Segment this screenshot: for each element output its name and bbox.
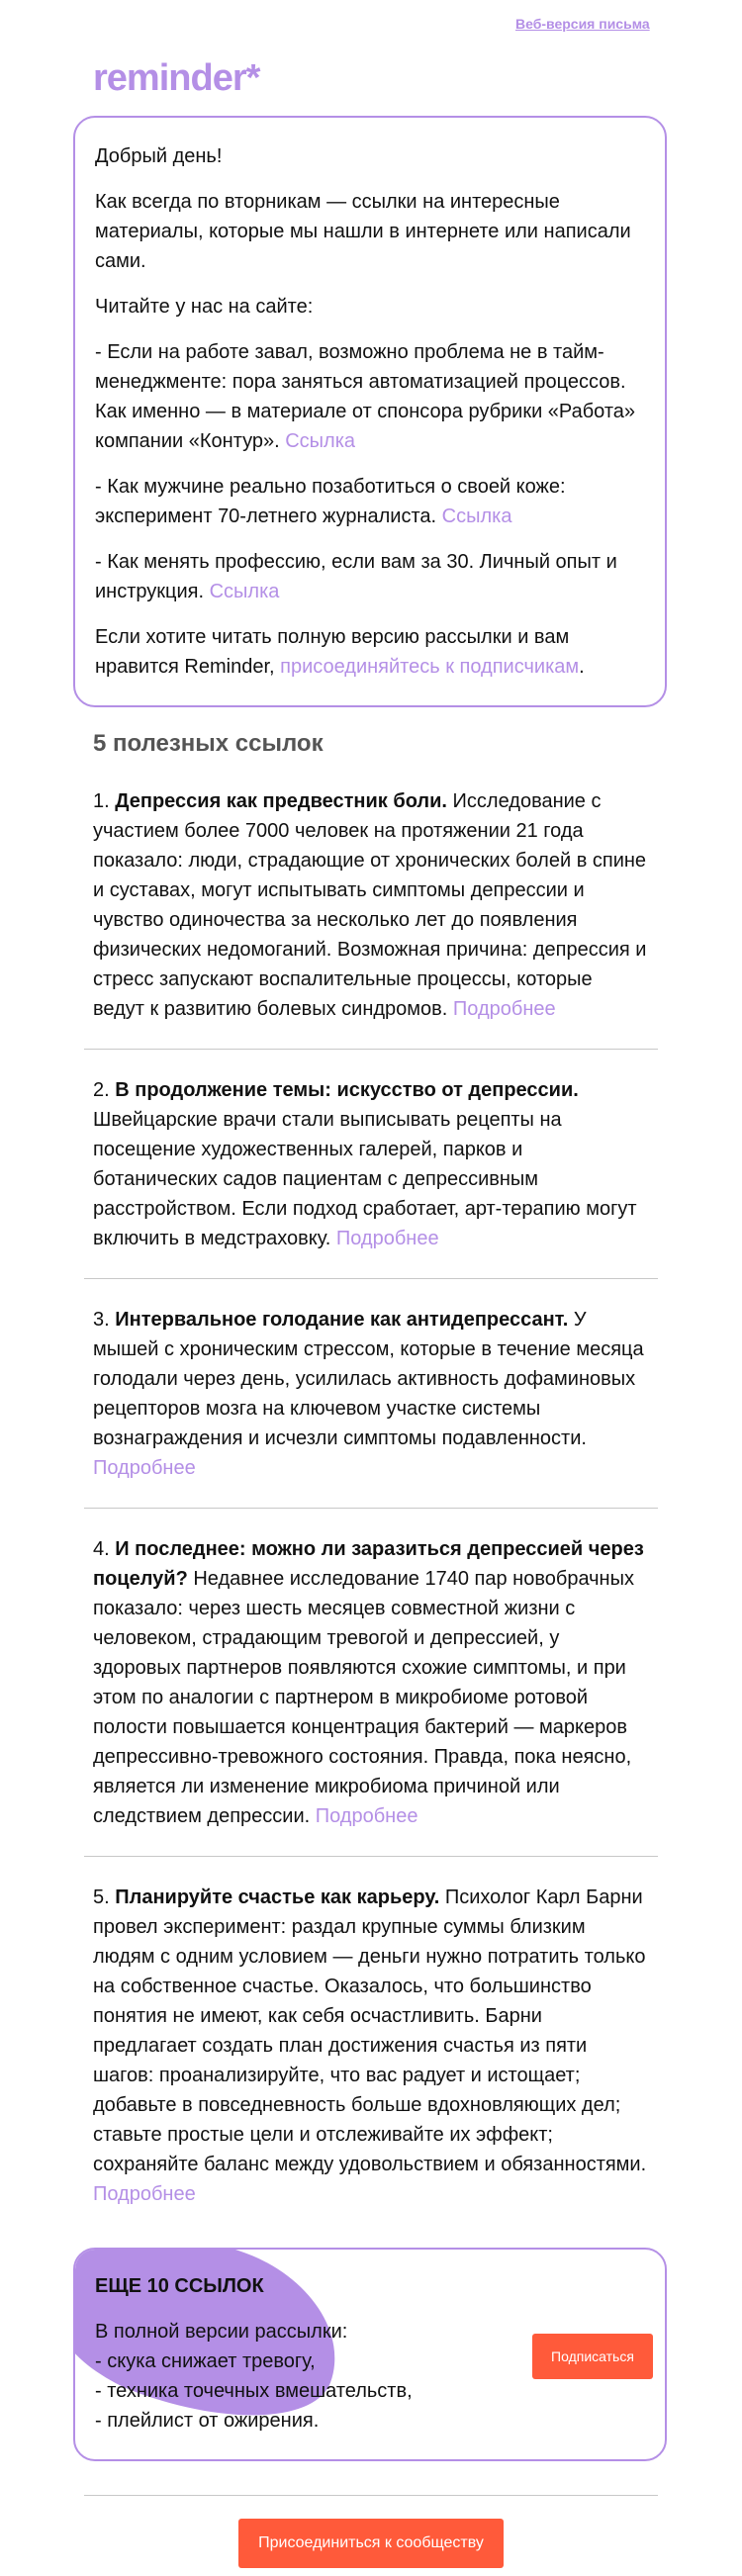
article-number: 2. <box>93 1079 110 1101</box>
promo-line: - техника точечных вмешательств, <box>95 2380 413 2402</box>
divider <box>84 1278 658 1279</box>
intro-lead: Как всегда по вторникам — ссылки на интересные материалы, которые мы нашли в интернете или написали сами. <box>95 191 631 272</box>
article-headline: Планируйте счастье как карьеру. <box>115 1886 440 1908</box>
article-body: Недавнее исследование 1740 пар новобрачных показало: через шесть месяцев совместной жизни с человеком, страдающим тревогой и депрессией, у здоровых партнеров появляются схожие симптомы, и при этом по аналогии с партнером в микробиоме ротовой полости повышается концентрация бактерий — маркеров депрессивно-тревожного состояния. Правда, пока неясно, является ли изменение микробиома причиной или следствием депрессии. <box>93 1568 634 1827</box>
promo-title: ЕЩЕ 10 ССЫЛОК <box>95 2275 264 2297</box>
article-4 <box>93 1534 649 1831</box>
intro-item-link[interactable]: Ссылка <box>209 581 280 602</box>
more-link[interactable]: Подробнее <box>93 2183 196 2205</box>
more-link[interactable]: Подробнее <box>452 998 556 1020</box>
intro-item <box>95 337 645 456</box>
article-3 <box>93 1305 649 1483</box>
article-body: Исследование с участием более 7000 человек на протяжении 21 года показало: люди, страдающие от хронических болей в спине и суставах, могут испытывать симптомы депрессии и чувство одиночества за несколько лет до появления физических недомоганий. Возможная причина: депрессия и стресс запускают воспалительные процессы, которые ведут к развитию болевых синдромов. <box>93 790 647 1020</box>
intro-item-text: - Как мужчине реально позаботиться о своей коже: эксперимент 70-летнего журналиста. <box>95 476 566 527</box>
section-title: 5 полезных ссылок <box>93 730 324 757</box>
article-headline: Депрессия как предвестник боли. <box>115 790 447 812</box>
more-link[interactable]: Подробнее <box>315 1805 418 1827</box>
intro-item-text: - Как менять профессию, если вам за 30. Личный опыт и инструкция. <box>95 551 617 602</box>
article-5 <box>93 1883 649 2209</box>
article-number: 3. <box>93 1309 110 1331</box>
more-link[interactable]: Подробнее <box>93 1457 196 1479</box>
article-headline: В продолжение темы: искусство от депрессии. <box>115 1079 579 1101</box>
article-headline: Интервальное голодание как антидепрессант. <box>115 1309 569 1331</box>
intro-item-link[interactable]: Ссылка <box>441 506 512 527</box>
promo-box <box>73 2248 667 2461</box>
more-link[interactable]: Подробнее <box>335 1228 439 1249</box>
promo-list <box>95 2317 413 2436</box>
article-headline: И последнее: можно ли заразиться депрессией через поцелуй? <box>93 1538 644 1590</box>
read-on-site: Читайте у нас на сайте: <box>95 296 314 318</box>
divider <box>84 1856 658 1857</box>
greeting: Добрый день! <box>95 145 223 167</box>
reminder-logo[interactable]: reminder* <box>93 57 260 99</box>
intro-item <box>95 472 645 531</box>
intro-item <box>95 547 645 606</box>
article-number: 5. <box>93 1886 110 1908</box>
intro-item-text: - Если на работе завал, возможно проблема не в тайм-менеджменте: пора заняться автоматизацией процессов. Как именно — в материале от спонсора рубрики «Работа» компании «Контур». <box>95 341 636 452</box>
intro-outro-text: Если хотите читать полную версию рассылки и вам нравится Reminder, <box>95 626 570 678</box>
article-body: Швейцарские врачи стали выписывать рецепты на посещение художественных галерей, парков и ботанических садов пациентам с депрессивным расстройством. Если подход сработает, арт-терапию могут включить в медстраховку. <box>93 1109 637 1249</box>
promo-line: - плейлист от ожирения. <box>95 2410 320 2432</box>
join-subscribers-link[interactable]: присоединяйтесь к подписчикам <box>280 656 580 678</box>
subscribe-button[interactable]: Подписаться <box>532 2334 653 2379</box>
intro-outro-end: . <box>579 656 585 678</box>
intro-item-link[interactable]: Ссылка <box>285 430 356 452</box>
article-body: У мышей с хроническим стрессом, которые в течение месяца голодали через день, усилилась активность дофаминовых рецепторов мозга на ключевом участке системы вознаграждения и исчезли симптомы подавленности. <box>93 1309 644 1449</box>
join-community-button[interactable]: Присоединиться к сообществу <box>238 2519 504 2568</box>
promo-line: - скука снижает тревогу, <box>95 2350 316 2372</box>
article-body: Психолог Карл Барни провел эксперимент: раздал крупные суммы близким людям с одним условием — деньги нужно потратить только на собственное счастье. Оказалось, что большинство понятия не имеют, как себя осчастливить. Барни предлагает создать план достижения счастья из пяти шагов: проанализируйте, что вас радует и истощает; добавьте в повседневность больше вдохновляющих дел; ставьте простые цели и отслеживайте их эффект; сохраняйте баланс между удовольствием и обязанностями. <box>93 1886 647 2175</box>
article-number: 1. <box>93 790 110 812</box>
article-number: 4. <box>93 1538 110 1560</box>
divider <box>84 2495 658 2496</box>
promo-line: В полной версии рассылки: <box>95 2321 348 2343</box>
web-version-link[interactable]: Веб-версия письма <box>515 16 650 32</box>
divider <box>84 1508 658 1509</box>
article-1 <box>93 786 649 1024</box>
article-2 <box>93 1075 649 1253</box>
intro-box <box>73 116 667 707</box>
divider <box>84 1049 658 1050</box>
intro-outro <box>95 622 645 682</box>
